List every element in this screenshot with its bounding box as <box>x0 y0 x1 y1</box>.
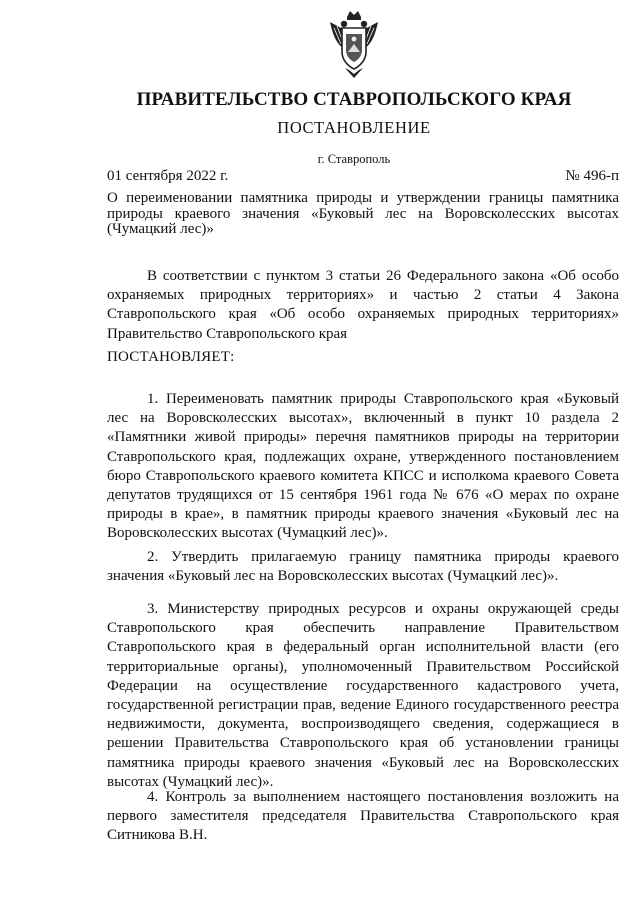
document-number: № 496-п <box>565 168 619 184</box>
item-4-paragraph: 4. Контроль за выполнением настоящего постановления возложить на первого заместителя председателя Правительства Ставропольского края Ситникова В.Н. <box>107 789 619 844</box>
document-type: ПОСТАНОВЛЕНИЕ <box>277 118 431 137</box>
organization-title: ПРАВИТЕЛЬСТВО СТАВРОПОЛЬСКОГО КРАЯ <box>136 89 572 110</box>
item-2-paragraph: 2. Утвердить прилагаемую границу памятника природы краевого значения «Буковый лес на Воровсколесских высотах (Чумацкий лес)». <box>107 549 619 585</box>
coat-of-arms-icon <box>327 8 381 80</box>
decree-heading: ПОСТАНОВЛЯЕТ: <box>107 349 235 365</box>
item-3-paragraph: 3. Министерству природных ресурсов и охраны окружающей среды Ставропольского края обеспечить направление Правительством Ставропольского края в федеральный орган исполнительной власти (его территориальные органы), уполномоченный Правительством Российской Федерации на осуществление государственного кадастрового учета, государственной регистрации прав, ведение Единого государственного реестра недвижимости, документа, воспроизводящего сведения, содержащиеся в решении Правительства Ставропольского края об установлении границы памятника природы краевого значения «Буковый лес на Воровсколесских высотах (Чумацкий лес)». <box>107 601 619 790</box>
preamble-paragraph: В соответствии с пунктом 3 статьи 26 Федерального закона «Об особо охраняемых природных территориях» и частью 2 статьи 4 Закона Ставропольского края «Об особо охраняемых природных территориях» Правительство Ставропольского края <box>107 268 619 342</box>
city-label: г. Ставрополь <box>317 152 391 166</box>
document-subject: О переименовании памятника природы и утверждении границы памятника природы краевого значения «Буковый лес на Воровсколесских высотах (Чумацкий лес)» <box>107 190 619 237</box>
item-1-paragraph: 1. Переименовать памятник природы Ставропольского края «Буковый лес на Воровсколесских высотах», включенный в пункт 10 раздела 2 «Памятники живой природы» перечня памятников природы на территории Ставропольского края, подлежащих охране, утвержденного постановлением бюро Ставропольского краевого комитета КПСС и исполкома краевого Совета депутатов трудящихся от 15 сентября 1961 года № 676 «О мерах по охране природы в крае», в памятник природы краевого значения «Буковый лес на Воровсколесских высотах (Чумацкий лес)». <box>107 391 619 542</box>
document-date: 01 сентября 2022 г. <box>107 168 229 184</box>
